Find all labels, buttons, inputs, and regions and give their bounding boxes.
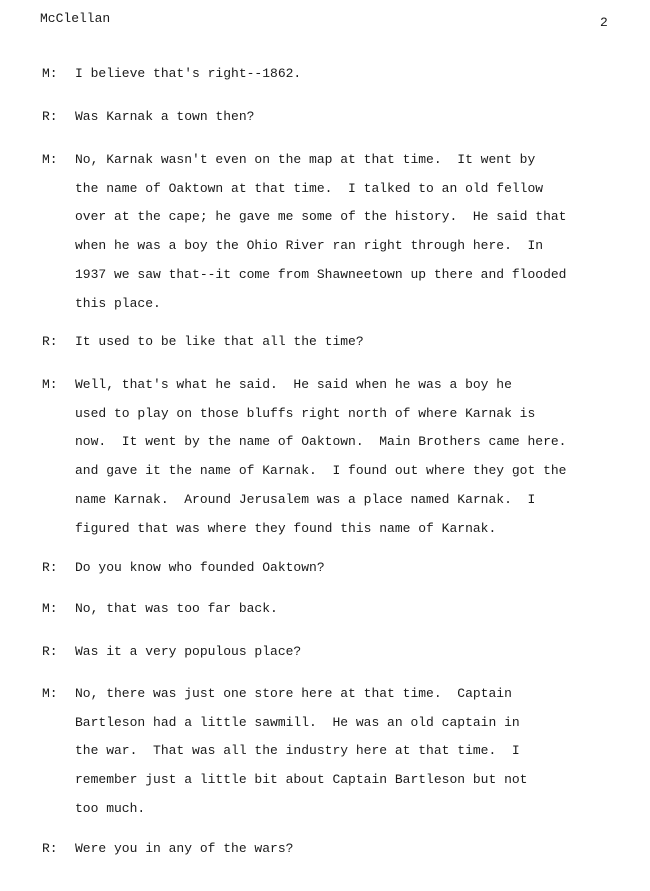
interviewee-name: McClellan — [40, 11, 111, 26]
transcript-line: I believe that's right--1862. — [75, 66, 302, 81]
speaker-label: R: — [42, 109, 58, 124]
speaker-label: M: — [42, 152, 58, 167]
transcript-line: Was it a very populous place? — [75, 644, 302, 659]
speaker-label: R: — [42, 560, 58, 575]
transcript-line: too much. — [75, 800, 146, 816]
transcript-line: the name of Oaktown at that time. I talked to an old fellow — [75, 180, 544, 196]
transcript-line: remember just a little bit about Captain Bartleson but not — [75, 772, 528, 788]
speaker-label: R: — [42, 841, 58, 856]
transcript-line: It used to be like that all the time? — [75, 334, 364, 349]
speaker-label: R: — [42, 334, 58, 349]
transcript-line: over at the cape; he gave me some of the history. He said that — [75, 209, 567, 225]
transcript-line: the war. That was all the industry here at that time. I — [75, 743, 520, 759]
speaker-label: M: — [42, 66, 58, 81]
transcript-line: and gave it the name of Karnak. I found out where they got the — [75, 463, 567, 479]
transcript-line: Bartleson had a little sawmill. He was an old captain in — [75, 714, 520, 730]
transcript-line: this place. — [75, 295, 161, 311]
transcript-line: figured that was where they found this name of Karnak. — [75, 520, 497, 536]
transcript-line: name Karnak. Around Jerusalem was a place named Karnak. I — [75, 491, 536, 507]
transcript-line: when he was a boy the Ohio River ran right through here. In — [75, 238, 544, 254]
speaker-label: M: — [42, 377, 58, 392]
transcript-line: 1937 we saw that--it come from Shawneetown up there and flooded — [75, 266, 567, 282]
transcript-line: Were you in any of the wars? — [75, 841, 294, 856]
page-number: 2 — [600, 15, 608, 30]
speaker-label: M: — [42, 686, 58, 701]
speaker-label: R: — [42, 644, 58, 659]
transcript-line: No, Karnak wasn't even on the map at that time. It went by — [75, 152, 536, 167]
transcript-line: No, there was just one store here at that time. Captain — [75, 686, 512, 701]
transcript-line: now. It went by the name of Oaktown. Main Brothers came here. — [75, 434, 567, 450]
transcript-line: Do you know who founded Oaktown? — [75, 560, 325, 575]
transcript-line: Well, that's what he said. He said when he was a boy he — [75, 377, 512, 392]
transcript-line: No, that was too far back. — [75, 601, 278, 616]
speaker-label: M: — [42, 601, 58, 616]
transcript-line: Was Karnak a town then? — [75, 109, 255, 124]
transcript-line: used to play on those bluffs right north of where Karnak is — [75, 405, 536, 421]
